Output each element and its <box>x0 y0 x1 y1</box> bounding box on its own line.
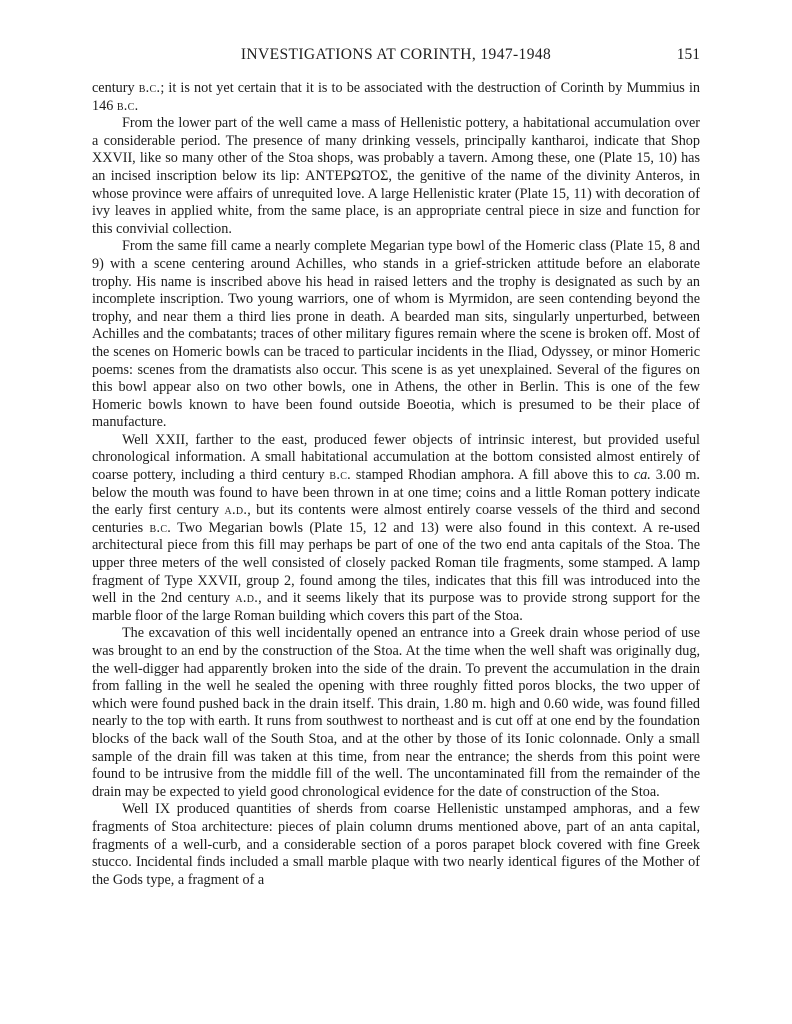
body-text <box>92 80 700 889</box>
paragraph <box>92 432 700 626</box>
small-caps-abbrev: b.c. <box>138 80 161 96</box>
small-caps-abbrev: b.c. <box>116 97 139 114</box>
text-run: 3.00 m. below the mouth was found to have been thrown in at one time; coins and a little Roman pottery indicate the early first century <box>92 467 700 519</box>
paragraph <box>92 801 700 889</box>
text-run: Well XXII, farther to the east, produced fewer objects of intrinsic interest, but provided useful chronological information. A small habitational accumulation at the bottom consisted almost entirely of coarse pottery, including a third century <box>92 431 700 484</box>
text-run: , and it seems likely that its purpose was to provide strong support for the marble floor of the large Roman building which covers this part of the Stoa. <box>92 590 700 624</box>
text-run: stamped Rhodian amphora. A fill above this to <box>351 467 634 484</box>
italic-abbrev: ca. <box>633 467 651 484</box>
paragraph <box>92 115 700 238</box>
text-run: , but its contents were almost entirely coarse vessels of the third and second centuries <box>92 502 700 536</box>
paragraph <box>92 238 700 432</box>
small-caps-abbrev: a.d. <box>224 502 248 519</box>
running-header <box>92 46 700 72</box>
text-run: ; it is not yet certain that it is to be associated with the destruction of Corinth by Mummius in 146 <box>92 80 700 114</box>
small-caps-abbrev: a.d. <box>235 590 259 607</box>
page-number: 151 <box>676 46 700 63</box>
small-caps-abbrev: b.c. <box>149 519 172 536</box>
paragraph <box>92 80 700 115</box>
text-run: From the lower part of the well came a mass of Hellenistic pottery, a habitational accumulation over a considerable period. The presence of many drinking vessels, principally kantharoi, indicate that Shop XXVII, like so many other of the Stoa shops, was probably a tavern. Among these, one (Plate 15, 10) has an incised inscription below its lip: ΑΝΤΕΡΩΤΟΣ, the genitive of the name of the divinity Anteros, in whose province were affairs of unrequited love. A large Hellenistic krater (Plate 15, 11) with decoration of ivy leaves in applied white, from the same place, is an appropriate central piece in size and function for this convivial collection. <box>92 115 700 237</box>
paragraph <box>92 625 700 801</box>
text-run: The excavation of this well incidentally opened an entrance into a Greek drain whose period of use was brought to an end by the construction of the Stoa. At the time when the well shaft was originally dug, the well-digger had apparently broken into the side of the drain. To prevent the accumulation in the drain from falling in the well he sealed the opening with three roughly fitted poros blocks, the two upper of which were found pushed back in the drain itself. This drain, 1.80 m. high and 0.60 wide, was found filled nearly to the top with earth. It runs from southwest to northeast and is cut off at one end by the foundation blocks of the back wall of the South Stoa, and at the other by those of its Ionic colonnade. Only a small sample of the drain fill was taken at this time, from near the entrance; the sherds from this point were found to be intrusive from the middle fill of the well. The uncontaminated fill from the remainder of the drain may be expected to yield good chronological evidence for the date of construction of the Stoa. <box>92 625 700 800</box>
running-title: INVESTIGATIONS AT CORINTH, 1947-1948 <box>240 46 552 63</box>
text-run: Two Megarian bowls (Plate 15, 12 and 13) were also found in this context. A re-used architectural piece from this fill may perhaps be part of one of the two end anta capitals of the Stoa. The upper three meters of the well consisted of closely packed Roman tile fragments, some stamped. A lamp fragment of Type XXVII, group 2, found among the tiles, indicates that this fill was introduced into the well in the 2nd century <box>92 519 700 607</box>
text-run: From the same fill came a nearly complete Megarian type bowl of the Homeric class (Plate 15, 8 and 9) with a scene centering around Achilles, who stands in a grief-stricken attitude before an elaborate trophy. His name is inscribed above his head in raised letters and the trophy is designated as such by an incomplete inscription. Two young warriors, one of whom is Myrmidon, are seen contending beyond the trophy, and near them a third lies prone in death. A bearded man sits, singularly unperturbed, between Achilles and the combatants; traces of other military figures remain where the scene is broken off. Most of the scenes on Homeric bowls can be traced to particular incidents in the Iliad, Odyssey, or minor Homeric poems: scenes from the dramatists also occur. This scene is as yet unexplained. Several of the figures on this bowl appear also on two other bowls, one in Athens, the other in Berlin. This is one of the few Homeric bowls known to have been found outside Boeotia, which is presumed to be their place of manufacture. <box>92 238 700 431</box>
small-caps-abbrev: b.c. <box>329 467 352 484</box>
text-run: century <box>92 80 139 96</box>
text-run: Well IX produced quantities of sherds from coarse Hellenistic unstamped amphoras, and a few fragments of Stoa architecture: pieces of plain column drums mentioned above, part of an anta capital, fragments of a well-curb, and a considerable section of a poros parapet block covered with fine Greek stucco. Incidental finds included a small marble plaque with two nearly identical figures of the Mother of the Gods type, a fragment of a <box>92 801 700 888</box>
